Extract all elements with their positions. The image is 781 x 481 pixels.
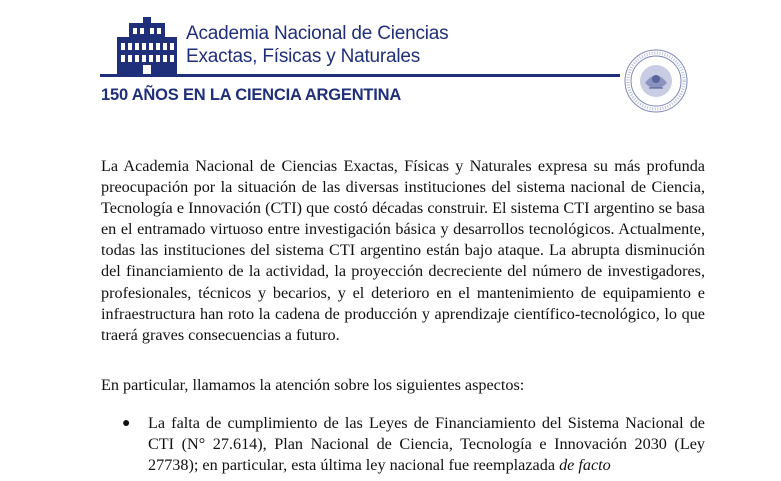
- aspects-list: [101, 413, 705, 481]
- bullet-icon: ●: [122, 416, 131, 431]
- list-item-italic: de facto: [559, 456, 611, 475]
- academy-seal-icon: [623, 48, 689, 114]
- header-divider: [100, 74, 620, 77]
- tagline: 150 AÑOS EN LA CIENCIA ARGENTINA: [101, 86, 402, 104]
- building-icon: [117, 17, 177, 75]
- list-item-text: La falta de cumplimiento de las Leyes de Financiamiento del Sistema Nacional de CTI (N° 27.614), Plan Nacional de Ciencia, Tecnología e Innovación 2030 (Ley 27738); en particular, esta última ley nacional fue reemplazada: [148, 414, 705, 475]
- organization-name-line1: Academia Nacional de Ciencias: [186, 23, 449, 44]
- lead-sentence: En particular, llamamos la atención sobre los siguientes aspectos:: [101, 376, 525, 394]
- intro-paragraph: La Academia Nacional de Ciencias Exactas, Físicas y Naturales expresa su más profunda preocupación por la situación de las diversas instituciones del sistema nacional de Ciencia, Tecnología e Innovación (CTI) que costó décadas construir. El sistema CTI argentino se basa en el entramado virtuoso entre investigación básica y desarrollos tecnológicos. Actualmente, todas las instituciones del sistema CTI argentino están bajo ataque. La abrupta disminución del financiamiento de la actividad, la proyección decreciente del número de investigadores, profesionales, técnicos y becarios, y el deterioro en el mantenimiento de equipamiento e infraestructura han roto la cadena de producción y aprendizaje científico-tecnológico, lo que traerá graves consecuencias a futuro.: [101, 157, 705, 344]
- cropped-line: [148, 476, 705, 481]
- list-item: [101, 413, 705, 481]
- organization-name-line2: Exactas, Físicas y Naturales: [186, 46, 421, 67]
